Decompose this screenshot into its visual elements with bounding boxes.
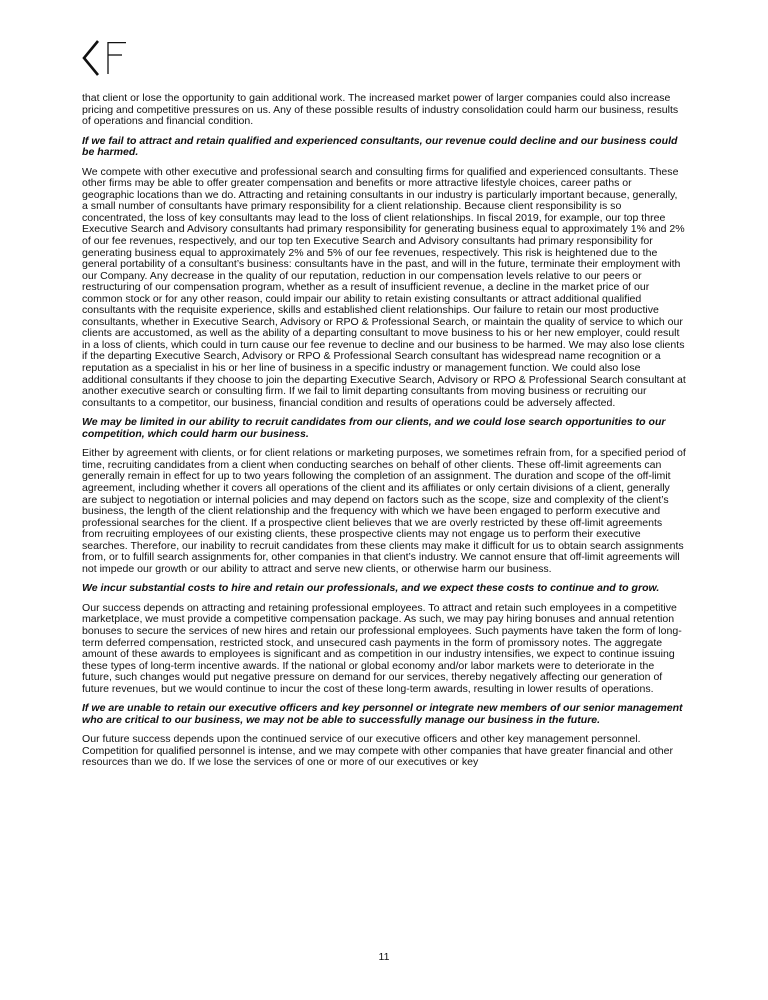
logo-chevron xyxy=(84,41,98,75)
paragraph-consolidation-end: that client or lose the opportunity to gain additional work. The increased market power of larger companies could also increase pricing and competitive pressures on us. Any of these possible results of industry consolidation could harm our business, results of operations and financial condition. xyxy=(82,92,679,128)
heading-consultants-risk: If we fail to attract and retain qualified and experienced consultants, our revenue could decline and our business could be harmed. xyxy=(82,134,678,159)
kf-logo xyxy=(82,40,128,76)
paragraph-executive-retention-risk: Our future success depends upon the continued service of our executive officers and other key management personnel. Competition for qualified personnel is intense, and we may compete with other companies that have greater financial and other resources than we do. If we lose the services of one or more of our executives or key xyxy=(82,733,673,769)
heading-hiring-costs-risk: We incur substantial costs to hire and retain our professionals, and we expect these costs to continue and to grow. xyxy=(82,582,660,595)
heading-recruit-candidates-risk: We may be limited in our ability to recruit candidates from our clients, and we could lose search opportunities to our competition, which could harm our business. xyxy=(82,416,666,440)
paragraph-recruit-candidates-risk: Either by agreement with clients, or for client relations or marketing purposes, we sometimes refrain from, for a specified period of time, recruiting candidates from a client when conducting searches on behalf of other clients. These off-limit agreements can generally remain in effect for up to two years following the completion of an assignment. The duration and scope of the off-limit agreement, including whether it covers all operations of the client and its affiliates or only certain divisions of a client, generally are subject to negotiation or internal policies and may depend on factors such as the scope, size and complexity of the client’s business, the length of the client relationship and the frequency with which we have been engaged to perform executive and professional searches for the client. If a prospective client believes that we are overly restricted by these off-limit agreements from recruiting employees of our existing clients, these prospective clients may not engage us to perform their executive searches. Therefore, our inability to recruit candidates from these clients may make it difficult for us to obtain search assignments from, or to fulfill search assignments for, other companies in that client’s industry. We cannot ensure that off-limit agreements will not impede our growth or our ability to attract and serve new clients, or otherwise harm our business. xyxy=(82,447,686,575)
paragraph-hiring-costs-risk: Our success depends on attracting and retaining professional employees. To attract and retain such employees in a competitive marketplace, we must provide a competitive compensation package. As such, we may pay hiring bonuses and annual retention bonuses to secure the services of new hires and retain our professional employees. Such payments have taken the form of long-term deferred compensation, restricted stock, and unsecured cash payments in the form of promissory notes. The aggregate amount of these awards to employees is significant and as competition in our industry intensifies, we expect to continue issuing these types of long-term incentive awards. If the national or global economy and/or labor markets were to deteriorate in the future, such changes would put negative pressure on demand for our services, thereby negatively affecting our generation of future revenues, but we would continue to incur the cost of these long-term awards, resulting in lower results of operations. xyxy=(82,601,682,695)
document-body xyxy=(82,93,686,777)
paragraph-consultants-risk: We compete with other executive and professional search and consulting firms for qualified and experienced consultants. These other firms may be able to offer greater compensation and benefits or more attractive lifestyle choices, career paths or geographic locations than we do. Attracting and retaining consultants in our industry is particularly important because, generally, a small number of consultants have primary responsibility for a client relationship. Because client responsibility is so concentrated, the loss of key consultants may lead to the loss of client relationships. In fiscal 2019, for example, our top three Executive Search and Advisory consultants had primary responsibility for generating business equal to approximately 1% and 2% of our fee revenues, respectively, and our top ten Executive Search and Advisory consultants had primary responsibility for generating business equal to approximately 2% and 5% of our fee revenues, respectively. This risk is heightened due to the general portability of a consultant’s business: consultants have in the past, and will in the future, terminate their employment with our Company. Any decrease in the quality of our reputation, reduction in our compensation levels relative to our peers or restructuring of our compensation program, whether as a result of insufficient revenue, a decline in the market price of our common stock or for any other reason, could impair our ability to retain existing consultants or attract additional qualified consultants with the requisite experience, skills and established client relationships. Our failure to retain our most productive consultants, whether in Executive Search, Advisory or RPO & Professional Search, or maintain the quality of service to which our clients are accustomed, as well as the ability of a departing consultant to move business to his or her new employer, could result in a loss of clients, which could in turn cause our fee revenue to decline and our business to be harmed. We may also lose clients if the departing Executive Search, Advisory or RPO & Professional Search consultant has widespread name recognition or a reputation as a specialist in his or her line of business in a specific industry or management function. We could also lose additional consultants if they choose to join the departing Executive Search, Advisory or RPO & Professional Search consultant at another executive search or consulting firm. If we fail to limit departing consultants from moving business or recruiting our consultants to a competitor, our business, financial condition and results of operations could be adversely affected. xyxy=(82,165,686,409)
page-number: 11 xyxy=(378,951,390,963)
heading-executive-retention-risk: If we are unable to retain our executive officers and key personnel or integrate new members of our senior management who are critical to our business, we may not be able to successfully manage our business in the future. xyxy=(82,702,683,726)
